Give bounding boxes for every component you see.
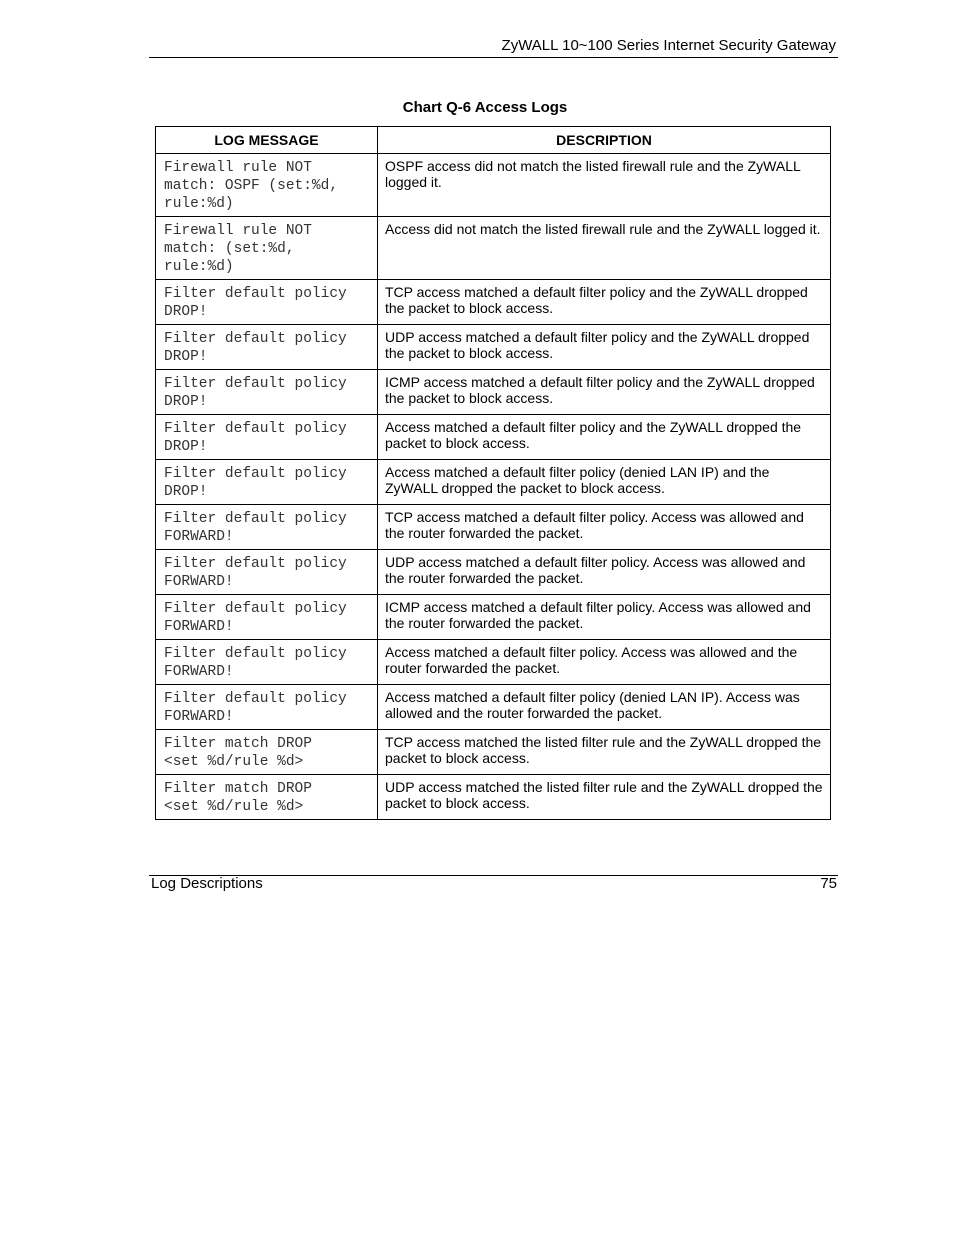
table-row <box>156 280 831 325</box>
table-row <box>156 640 831 685</box>
description-cell: Access matched a default filter policy and the ZyWALL dropped the packet to block access. <box>378 415 831 460</box>
description-cell: Access did not match the listed firewall rule and the ZyWALL logged it. <box>378 217 831 280</box>
table-row <box>156 550 831 595</box>
log-message-cell: Filter default policy DROP! <box>156 280 378 325</box>
table-header-row <box>156 127 831 154</box>
log-message-cell: Filter match DROP <set %d/rule %d> <box>156 775 378 820</box>
table-body <box>156 154 831 820</box>
table-row <box>156 370 831 415</box>
table-row <box>156 595 831 640</box>
log-message-cell: Firewall rule NOT match: (set:%d, rule:%d) <box>156 217 378 280</box>
footer-page-number: 75 <box>820 875 837 892</box>
log-message-cell: Filter default policy DROP! <box>156 415 378 460</box>
log-message-cell: Filter match DROP <set %d/rule %d> <box>156 730 378 775</box>
table-row <box>156 217 831 280</box>
description-cell: Access matched a default filter policy. Access was allowed and the router forwarded the packet. <box>378 640 831 685</box>
description-cell: ICMP access matched a default filter policy and the ZyWALL dropped the packet to block access. <box>378 370 831 415</box>
description-cell: TCP access matched the listed filter rule and the ZyWALL dropped the packet to block access. <box>378 730 831 775</box>
column-header-description: DESCRIPTION <box>378 127 831 154</box>
description-cell: UDP access matched a default filter policy. Access was allowed and the router forwarded the packet. <box>378 550 831 595</box>
description-cell: UDP access matched the listed filter rule and the ZyWALL dropped the packet to block access. <box>378 775 831 820</box>
log-message-cell: Filter default policy DROP! <box>156 370 378 415</box>
table-row <box>156 415 831 460</box>
log-message-cell: Filter default policy FORWARD! <box>156 550 378 595</box>
table-row <box>156 460 831 505</box>
description-cell: UDP access matched a default filter policy and the ZyWALL dropped the packet to block access. <box>378 325 831 370</box>
description-cell: TCP access matched a default filter policy and the ZyWALL dropped the packet to block access. <box>378 280 831 325</box>
header-divider <box>149 57 838 58</box>
footer-section-title: Log Descriptions <box>151 875 263 892</box>
table-caption: Chart Q-6 Access Logs <box>402 99 568 116</box>
log-message-cell: Filter default policy FORWARD! <box>156 595 378 640</box>
log-message-cell: Firewall rule NOT match: OSPF (set:%d, rule:%d) <box>156 154 378 217</box>
table-row <box>156 685 831 730</box>
column-header-log-message: LOG MESSAGE <box>156 127 378 154</box>
log-message-cell: Filter default policy FORWARD! <box>156 505 378 550</box>
description-cell: ICMP access matched a default filter policy. Access was allowed and the router forwarded the packet. <box>378 595 831 640</box>
table-row <box>156 730 831 775</box>
table-row <box>156 505 831 550</box>
description-cell: OSPF access did not match the listed firewall rule and the ZyWALL logged it. <box>378 154 831 217</box>
description-cell: Access matched a default filter policy (denied LAN IP) and the ZyWALL dropped the packet to block access. <box>378 460 831 505</box>
table-row <box>156 154 831 217</box>
table-row <box>156 775 831 820</box>
description-cell: TCP access matched a default filter policy. Access was allowed and the router forwarded the packet. <box>378 505 831 550</box>
table-row <box>156 325 831 370</box>
log-message-cell: Filter default policy FORWARD! <box>156 640 378 685</box>
log-message-cell: Filter default policy DROP! <box>156 460 378 505</box>
access-logs-table <box>155 126 831 820</box>
page-header-title: ZyWALL 10~100 Series Internet Security Gateway <box>501 37 836 54</box>
description-cell: Access matched a default filter policy (denied LAN IP). Access was allowed and the router forwarded the packet. <box>378 685 831 730</box>
log-message-cell: Filter default policy FORWARD! <box>156 685 378 730</box>
log-message-cell: Filter default policy DROP! <box>156 325 378 370</box>
